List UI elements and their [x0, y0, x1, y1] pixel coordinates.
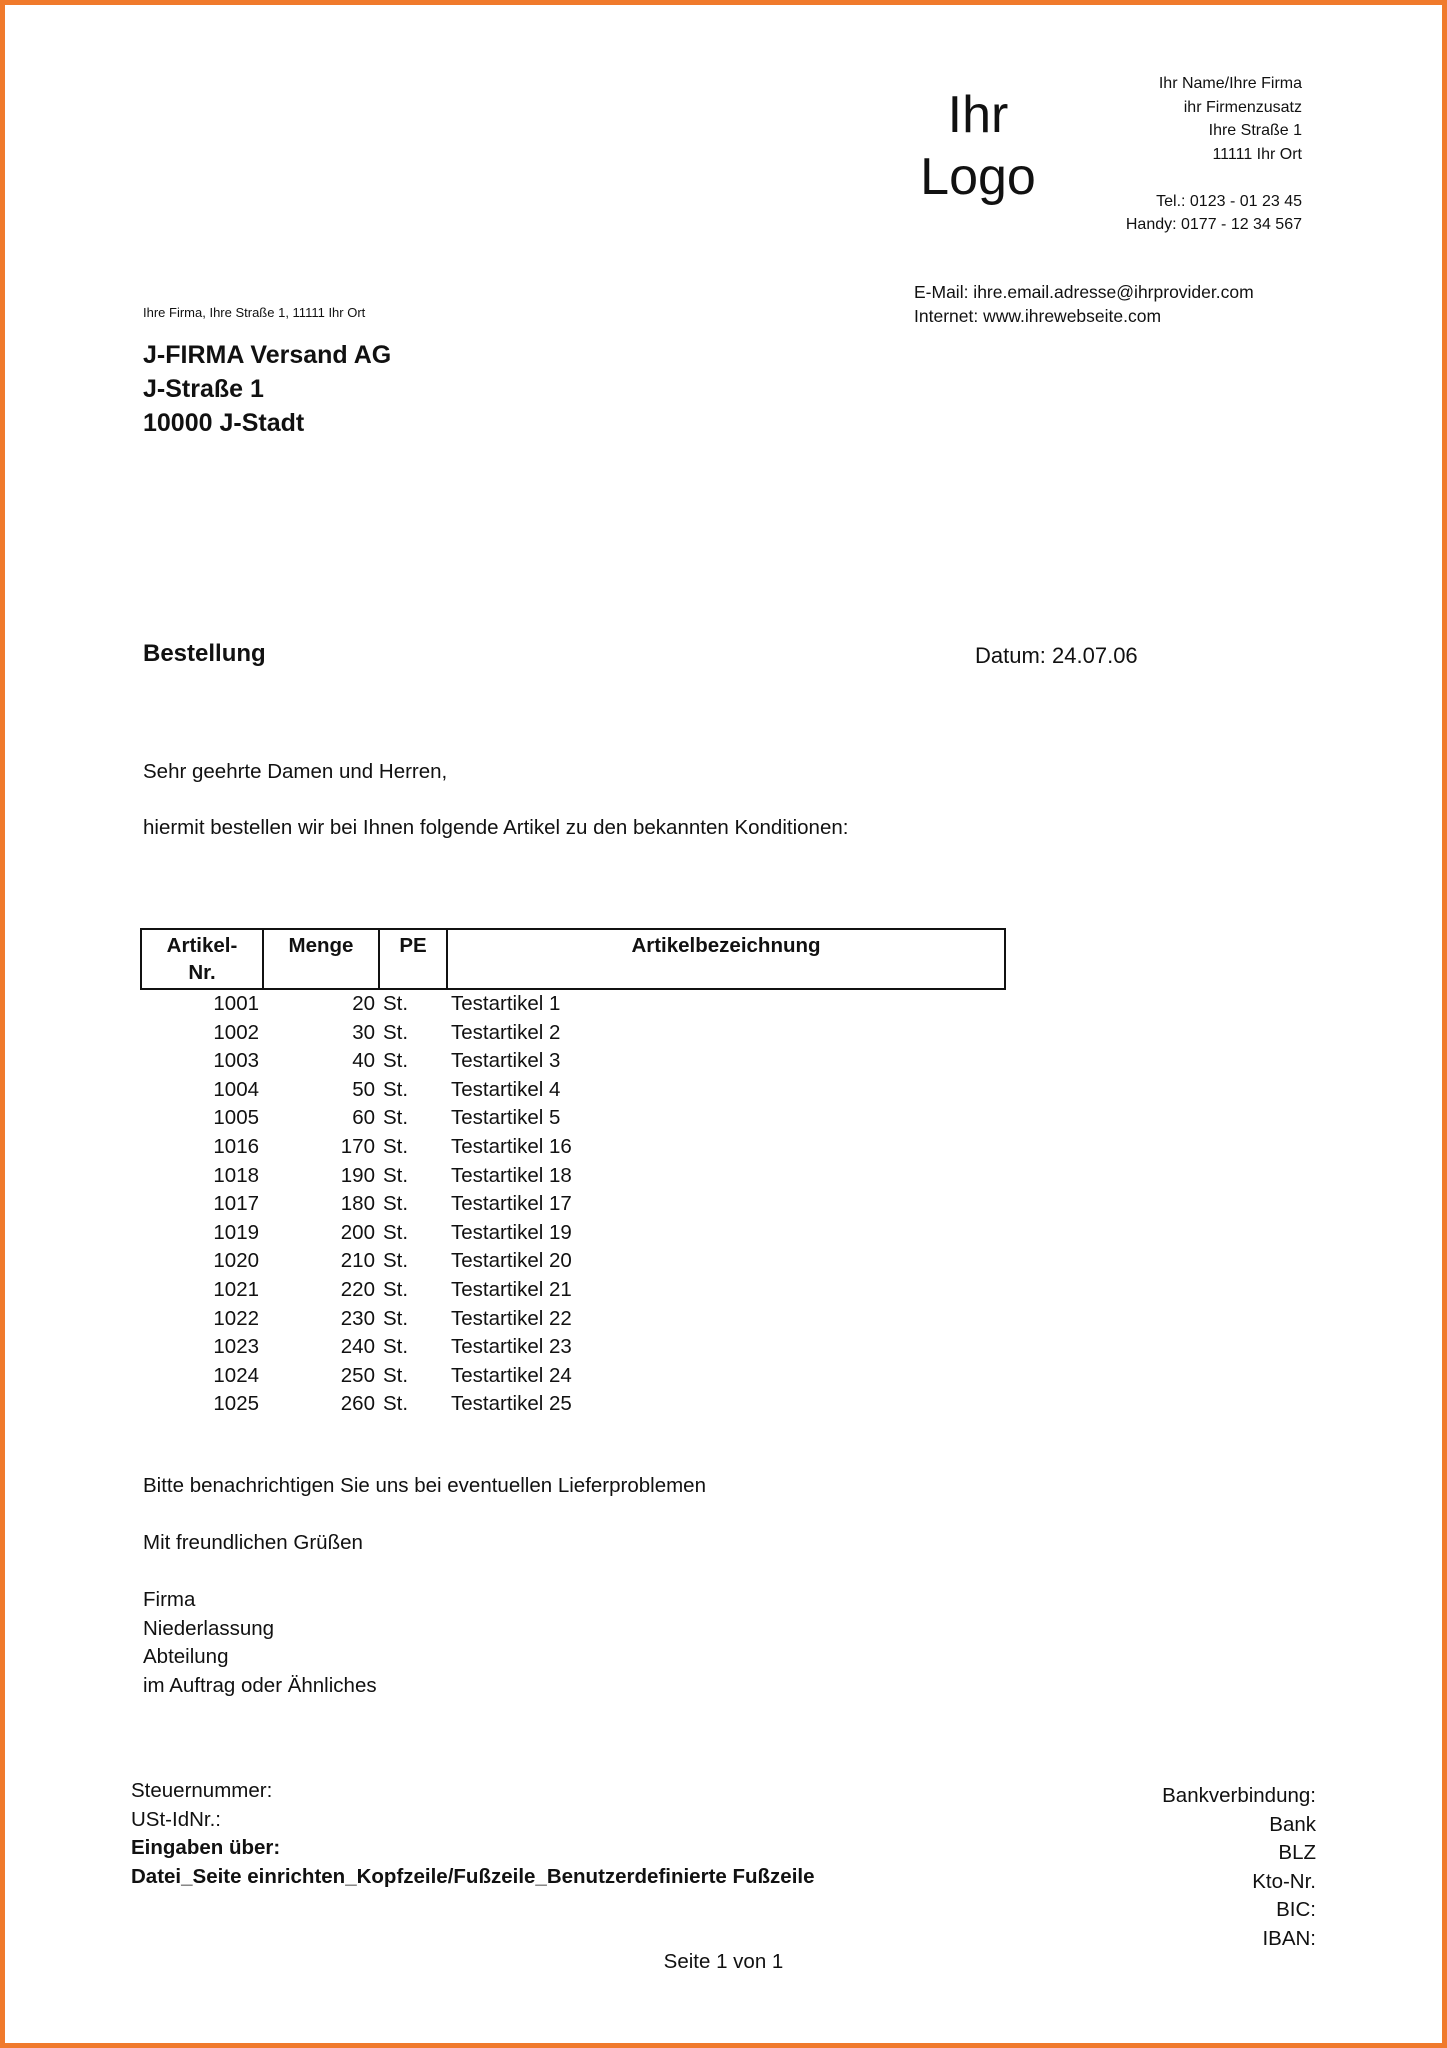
cell-unit: St.: [383, 1049, 409, 1073]
cell-quantity: 220: [340, 1277, 375, 1301]
closing-spacer-2: [143, 1558, 706, 1587]
cell-quantity: 180: [340, 1192, 375, 1216]
footer-hint-line-2: Datei_Seite einrichten_Kopfzeile/Fußzeile_Benutzerdefinierte Fußzeile: [131, 1864, 815, 1888]
cell-quantity: 30: [352, 1020, 375, 1044]
sender-email: E-Mail: ihre.email.adresse@ihrprovider.com: [914, 282, 1254, 302]
recipient-street: J-Straße 1: [143, 375, 264, 403]
logo-line-2: Logo: [920, 148, 1036, 206]
cell-unit: St.: [383, 1249, 409, 1273]
cell-quantity: 260: [340, 1392, 375, 1416]
cell-article-nr: 1022: [213, 1306, 259, 1330]
table-row: [141, 1333, 1005, 1362]
cell-unit: St.: [383, 1277, 409, 1301]
cell-unit: St.: [383, 1106, 409, 1130]
cell-description: Testartikel 19: [451, 1220, 572, 1244]
contact-block: [914, 281, 1254, 328]
signature-line-department: Abteilung: [143, 1645, 229, 1668]
table-row: [141, 1362, 1005, 1391]
cell-description: Testartikel 5: [451, 1106, 561, 1130]
cell-description: Testartikel 2: [451, 1020, 561, 1044]
cell-description: Testartikel 18: [451, 1163, 572, 1187]
cell-quantity: 20: [352, 992, 375, 1015]
table-row: [141, 1305, 1005, 1334]
cell-article-nr: 1025: [213, 1392, 259, 1416]
table-row: [141, 1019, 1005, 1048]
cell-unit: St.: [383, 1335, 409, 1359]
cell-description: Testartikel 25: [451, 1392, 572, 1416]
cell-article-nr: 1004: [213, 1077, 259, 1101]
table-row: [141, 989, 1005, 1019]
table-row: [141, 1047, 1005, 1076]
cell-description: Testartikel 21: [451, 1277, 572, 1301]
cell-quantity: 170: [340, 1134, 375, 1158]
header-quantity: Menge: [263, 929, 379, 989]
cell-quantity: 250: [340, 1363, 375, 1387]
logo-line-1: Ihr: [947, 86, 1009, 144]
cell-description: Testartikel 23: [451, 1335, 572, 1359]
document-title: Bestellung: [143, 640, 266, 667]
cell-unit: St.: [383, 1192, 409, 1216]
signature-line-firma: Firma: [143, 1588, 196, 1611]
cell-description: Testartikel 22: [451, 1306, 572, 1330]
cell-article-nr: 1019: [213, 1220, 259, 1244]
footer-bank-connection: Bankverbindung:: [1162, 1784, 1316, 1807]
table-row: [141, 1162, 1005, 1191]
table-row: [141, 1276, 1005, 1305]
cell-quantity: 240: [340, 1335, 375, 1359]
footer-bic: BIC:: [1276, 1898, 1316, 1921]
cell-unit: St.: [383, 992, 409, 1015]
cell-article-nr: 1020: [213, 1249, 259, 1273]
footer-hint-line-1: Eingaben über:: [131, 1836, 281, 1859]
recipient-city: 10000 J-Stadt: [143, 409, 305, 437]
cell-quantity: 230: [340, 1306, 375, 1330]
cell-quantity: 200: [340, 1220, 375, 1244]
cell-description: Testartikel 4: [451, 1077, 561, 1101]
cell-quantity: 60: [352, 1106, 375, 1130]
header-article-line-2: Nr.: [188, 961, 216, 984]
cell-article-nr: 1021: [213, 1277, 259, 1301]
header-article-line-1: Artikel-: [166, 934, 238, 957]
return-address-line: Ihre Firma, Ihre Straße 1, 11111 Ihr Ort: [143, 305, 366, 320]
cell-description: Testartikel 24: [451, 1363, 572, 1387]
cell-article-nr: 1016: [213, 1134, 259, 1158]
table-row: [141, 1190, 1005, 1219]
table-row: [141, 1133, 1005, 1162]
signature-line-authority: im Auftrag oder Ähnliches: [143, 1673, 377, 1697]
sender-web: Internet: www.ihrewebseite.com: [914, 305, 1162, 326]
table-row: [141, 1247, 1005, 1276]
footer-blz: BLZ: [1278, 1841, 1316, 1864]
closing-block: [143, 1472, 706, 1700]
cell-unit: St.: [383, 1306, 409, 1330]
page-number: Seite 1 von 1: [663, 1950, 784, 1973]
footer-bank: Bank: [1269, 1812, 1316, 1836]
cell-article-nr: 1023: [213, 1335, 259, 1359]
closing-spacer-1: [143, 1501, 706, 1530]
footer-iban: IBAN:: [1262, 1926, 1316, 1950]
header-article-nr: [141, 929, 263, 989]
header-description: Artikelbezeichnung: [447, 929, 1005, 989]
cell-unit: St.: [383, 1363, 409, 1387]
table-row: [141, 1104, 1005, 1133]
footer-vat-id: USt-IdNr.:: [131, 1807, 221, 1831]
sender-mobile: Handy: 0177 - 12 34 567: [1125, 216, 1302, 233]
table-row: [141, 1219, 1005, 1248]
closing-greeting: Mit freundlichen Grüßen: [143, 1531, 363, 1554]
table-row: [141, 1076, 1005, 1105]
cell-article-nr: 1001: [213, 992, 259, 1015]
cell-description: Testartikel 20: [451, 1249, 572, 1273]
sender-block: [1126, 72, 1302, 237]
sender-spacer: [1126, 166, 1302, 190]
sender-name: Ihr Name/Ihre Firma: [1158, 75, 1302, 92]
cell-description: Testartikel 3: [451, 1049, 561, 1073]
cell-quantity: 210: [340, 1249, 375, 1273]
cell-article-nr: 1024: [213, 1363, 259, 1387]
footer-tax-number: Steuernummer:: [131, 1779, 273, 1802]
recipient-name: J-FIRMA Versand AG: [143, 341, 392, 369]
cell-article-nr: 1017: [213, 1192, 259, 1216]
cell-quantity: 190: [340, 1163, 375, 1187]
cell-description: Testartikel 17: [451, 1192, 572, 1216]
document-date: Datum: 24.07.06: [975, 643, 1138, 668]
sender-city: 11111 Ihr Ort: [1212, 145, 1302, 163]
cell-unit: St.: [383, 1220, 409, 1244]
header-unit: PE: [379, 929, 447, 989]
sender-suffix: ihr Firmenzusatz: [1183, 98, 1302, 116]
cell-unit: St.: [383, 1020, 409, 1044]
order-table-body: [141, 989, 1005, 1419]
recipient-address: [143, 338, 391, 440]
cell-article-nr: 1018: [213, 1163, 259, 1187]
table-row: [141, 1390, 1005, 1419]
cell-article-nr: 1003: [213, 1049, 259, 1073]
sender-street: Ihre Straße 1: [1208, 122, 1302, 139]
cell-unit: St.: [383, 1163, 409, 1187]
signature-line-branch: Niederlassung: [143, 1616, 275, 1640]
footer-account: Kto-Nr.: [1252, 1869, 1316, 1893]
intro-text: hiermit bestellen wir bei Ihnen folgende Artikel zu den bekannten Konditionen:: [143, 816, 849, 839]
cell-unit: St.: [383, 1392, 409, 1416]
cell-article-nr: 1002: [213, 1020, 259, 1044]
logo-placeholder: [918, 84, 1038, 208]
cell-description: Testartikel 16: [451, 1134, 572, 1158]
cell-unit: St.: [383, 1134, 409, 1158]
order-table: [140, 928, 1006, 1419]
cell-description: Testartikel 1: [451, 992, 561, 1015]
salutation: Sehr geehrte Damen und Herren,: [143, 760, 448, 783]
cell-quantity: 40: [352, 1049, 375, 1073]
cell-unit: St.: [383, 1077, 409, 1101]
cell-quantity: 50: [352, 1077, 375, 1101]
order-table-header: [141, 929, 1005, 989]
footer-right: [1162, 1782, 1316, 1953]
cell-article-nr: 1005: [213, 1106, 259, 1130]
notice-text: Bitte benachrichtigen Sie uns bei eventuellen Lieferproblemen: [143, 1474, 706, 1497]
sender-tel: Tel.: 0123 - 01 23 45: [1156, 192, 1302, 210]
footer-left: [131, 1777, 815, 1891]
